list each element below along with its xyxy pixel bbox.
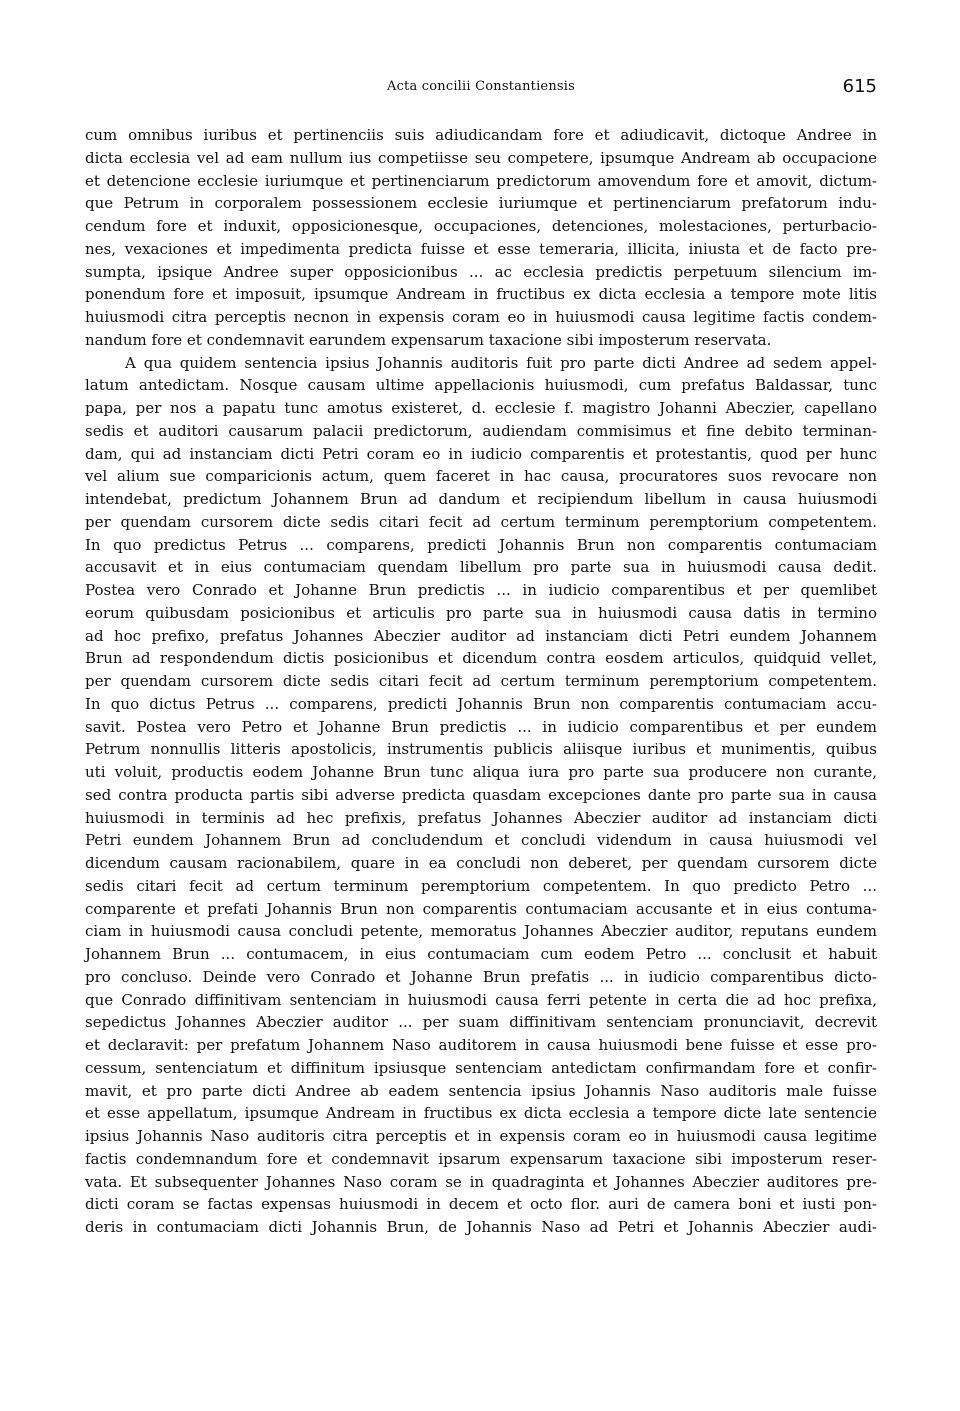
running-head <box>85 76 877 100</box>
text-line: savit. Postea vero Petro et Johanne Brun predictis ... in iudicio comparentibus et per eundem <box>85 717 877 736</box>
text-line: ponendum fore et imposuit, ipsumque Andream in fructibus ex dicta ecclesia a tempore mote litis <box>85 285 877 304</box>
text-line: que Conrado diffinitivam sentenciam in huiusmodi causa ferri petente in certa die ad hoc prefixa, <box>85 990 877 1009</box>
text-line: cendum fore et induxit, opposicionesque, occupaciones, detenciones, molestaciones, perturbacio- <box>85 217 877 235</box>
text-line: mavit, et pro parte dicti Andree ab eadem sentencia ipsius Johannis Naso auditoris male fuisse <box>85 1081 877 1100</box>
text-line: intendebat, predictum Johannem Brun ad dandum et recipiendum libellum in causa huiusmodi <box>85 490 877 508</box>
text-line: huiusmodi in terminis ad hec prefixis, prefatus Johannes Abeczier auditor ad instanciam dicti <box>85 808 877 827</box>
text-line: Petri eundem Johannem Brun ad concludendum et concludi videndum in causa huiusmodi vel <box>85 831 877 850</box>
text-line: vata. Et subsequenter Johannes Naso coram se in quadraginta et Johannes Abeczier auditores pre- <box>85 1172 877 1191</box>
page-number: 615 <box>842 76 877 97</box>
text-line: sepedictus Johannes Abeczier auditor ... per suam diffinitivam sentenciam pronunciavit, decrevit <box>85 1013 877 1032</box>
text-line: In quo dictus Petrus ... comparens, predicti Johannis Brun non comparentis contumaciam accu- <box>85 694 877 713</box>
text-line: per quendam cursorem dicte sedis citari fecit ad certum terminum peremptorium competentem. <box>85 512 877 531</box>
running-title: Acta concilii Constantiensis <box>386 79 575 94</box>
text-line: Postea vero Conrado et Johanne Brun predictis ... in iudicio comparentibus et per quemlibet <box>85 581 877 599</box>
text-line: deris in contumaciam dicti Johannis Brun, de Johannis Naso ad Petri et Johannis Abeczier audi- <box>85 1218 877 1236</box>
text-line: vel alium sue comparicionis actum, quem faceret in hac causa, procuratores suos revocare non <box>85 467 877 486</box>
text-line: ciam in huiusmodi causa concludi petente, memoratus Johannes Abeczier auditor, reputans eundem <box>85 922 877 941</box>
text-line: nes, vexaciones et impedimenta predicta fuisse et esse temeraria, illicita, iniusta et de facto pre- <box>85 239 877 258</box>
text-line: et detencione ecclesie iuriumque et pertinenciarum predictorum amovendum fore et amovit, dictum- <box>85 171 877 190</box>
text-line: que Petrum in corporalem possessionem ecclesie iuriumque et pertinenciarum prefatorum indu- <box>85 194 877 213</box>
text-line: sedis citari fecit ad certum terminum peremptorium competentem. In quo predicto Petro ... <box>85 876 877 895</box>
text-line: In quo predictus Petrus ... comparens, predicti Johannis Brun non comparentis contumaciam <box>85 535 877 554</box>
text-line: et declaravit: per prefatum Johannem Naso auditorem in causa huiusmodi bene fuisse et esse pro- <box>85 1036 877 1054</box>
text-line: per quendam cursorem dicte sedis citari fecit ad certum terminum peremptorium competentem. <box>85 672 877 690</box>
text-line: sedis et auditori causarum palacii predictorum, audiendam commisimus et fine debito terminan- <box>85 421 877 440</box>
text-line: sed contra producta partis sibi adverse predicta quasdam excepciones dante pro parte sua in causa <box>85 785 877 804</box>
text-line: dam, qui ad instanciam dicti Petri coram eo in iudicio comparentis et protestantis, quod per hunc <box>85 444 877 463</box>
text-line: pro concluso. Deinde vero Conrado et Johanne Brun prefatis ... in iudicio comparentibus dicto- <box>85 967 877 986</box>
text-line: factis condemnandum fore et condemnavit ipsarum expensarum taxacione sibi imposterum reser- <box>85 1149 877 1168</box>
text-line: eorum quibusdam posicionibus et articulis pro parte sua in huiusmodi causa datis in termino <box>85 603 877 622</box>
text-line: accusavit et in eius contumaciam quendam libellum pro parte sua in huiusmodi causa dedit. <box>85 558 877 577</box>
text-line: et esse appellatum, ipsumque Andream in fructibus ex dicta ecclesia a tempore dicte late sentencie <box>85 1104 877 1123</box>
text-line: nandum fore et condemnavit earundem expensarum taxacione sibi imposterum reservata. <box>85 330 772 349</box>
text-line: latum antedictam. Nosque causam ultime appellacionis huiusmodi, cum prefatus Baldassar, tunc <box>85 376 877 395</box>
body-text <box>85 124 877 1239</box>
paragraph <box>85 352 877 1239</box>
text-line: dicti coram se factas expensas huiusmodi in decem et octo flor. auri de camera boni et iusti pon- <box>85 1195 877 1214</box>
text-line: Brun ad respondendum dictis posicionibus et dicendum contra eosdem articulos, quidquid vellet, <box>85 649 877 668</box>
text-line: dicendum causam racionabilem, quare in ea concludi non deberet, per quendam cursorem dicte <box>85 854 877 872</box>
text-line: uti voluit, productis eodem Johanne Brun tunc aliqua iura pro parte sua producere non curante, <box>85 763 877 781</box>
text-line: comparente et prefati Johannis Brun non comparentis contumaciam accusante et in eius contuma- <box>85 899 877 918</box>
text-line: ad hoc prefixo, prefatus Johannes Abeczier auditor ad instanciam dicti Petri eundem Johannem <box>85 626 877 645</box>
paragraph <box>85 124 877 352</box>
text-line: huiusmodi citra perceptis necnon in expensis coram eo in huiusmodi causa legitime factis condem- <box>85 308 877 326</box>
text-line: dicta ecclesia vel ad eam nullum ius competiisse seu competere, ipsumque Andream ab occupacione <box>85 148 877 167</box>
text-line: Petrum nonnullis litteris apostolicis, instrumentis publicis aliisque iuribus et munimentis, quibus <box>85 740 877 759</box>
text-line: sumpta, ipsique Andree super opposicionibus ... ac ecclesia predictis perpetuum silencium im- <box>85 262 877 281</box>
text-line: cum omnibus iuribus et pertinenciis suis adiudicandam fore et adiudicavit, dictoque Andree in <box>85 126 877 144</box>
text-line: ipsius Johannis Naso auditoris citra perceptis et in expensis coram eo in huiusmodi causa legitime <box>85 1127 877 1145</box>
text-line: cessum, sentenciatum et diffinitum ipsiusque sentenciam antedictam confirmandam fore et confir- <box>85 1058 877 1077</box>
text-line: Johannem Brun ... contumacem, in eius contumaciam cum eodem Petro ... conclusit et habuit <box>85 945 877 963</box>
text-line: papa, per nos a papatu tunc amotus existeret, d. ecclesie f. magistro Johanni Abeczier, capellano <box>85 399 877 417</box>
text-line: A qua quidem sentencia ipsius Johannis auditoris fuit pro parte dicti Andree ad sedem appel- <box>125 353 877 372</box>
